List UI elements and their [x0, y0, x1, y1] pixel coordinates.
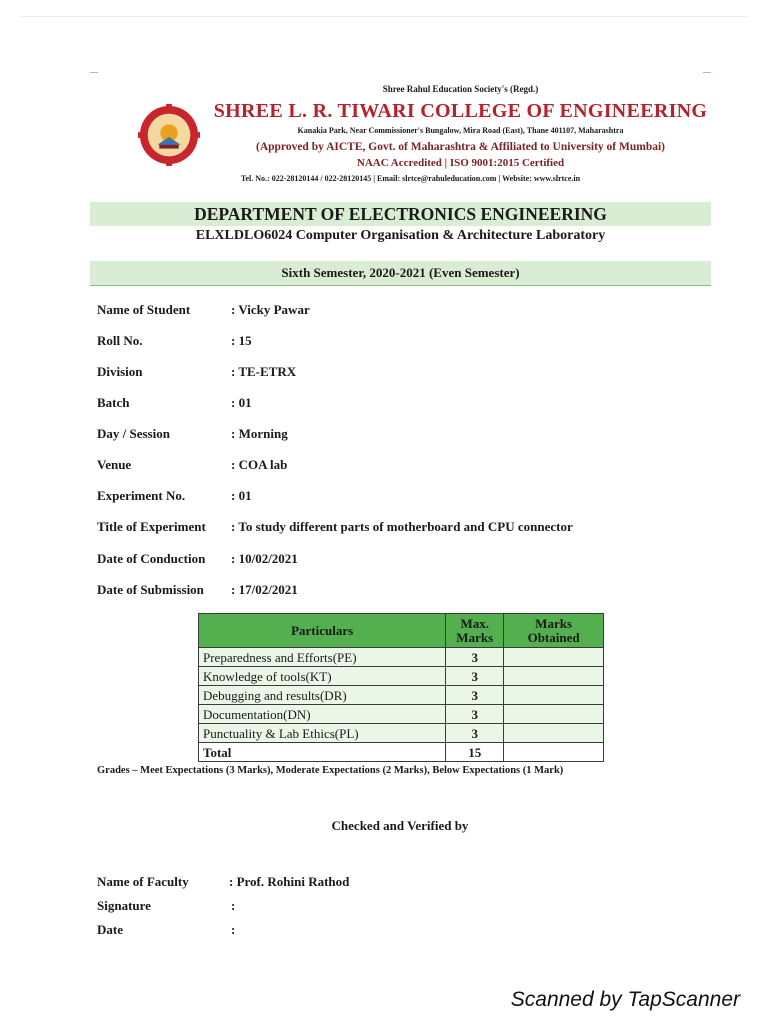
scan-top-edge — [20, 16, 748, 17]
particular-cell: Debugging and results(DR) — [199, 686, 446, 705]
total-max-marks: 15 — [446, 743, 504, 762]
field-value: : 15 — [231, 333, 252, 348]
field-value: : TE-ETRX — [231, 364, 297, 379]
field-value: : Morning — [231, 426, 288, 441]
field-value: : — [231, 922, 236, 937]
field-label: Roll No. — [97, 333, 143, 348]
field-label: Title of Experiment — [97, 519, 206, 534]
field-value: : Vicky Pawar — [231, 302, 310, 317]
header-corner-mark — [703, 72, 711, 73]
field-value: : To study different parts of motherboard and CPU connector — [231, 519, 573, 534]
marks-obtained-cell — [504, 686, 604, 705]
scanner-watermark: Scanned by TapScanner — [510, 988, 740, 1011]
contact-line: Tel. No.: 022-28120144 / 022-28120145 | Email: slrtce@rahuleducation.com | Website: www.slrtce.in — [240, 174, 581, 183]
field-value: : 01 — [231, 395, 252, 410]
field-label: Signature — [97, 898, 151, 913]
table-row — [199, 724, 604, 743]
total-row — [199, 743, 604, 762]
field-value: : 01 — [231, 488, 252, 503]
marks-obtained-cell — [504, 667, 604, 686]
marks-obtained-cell — [504, 705, 604, 724]
header-corner-mark — [90, 72, 98, 73]
course-title: ELXLDLO6024 Computer Organisation & Architecture Laboratory — [195, 228, 606, 243]
field-value: : 17/02/2021 — [231, 582, 298, 597]
college-name: SHREE L. R. TIWARI COLLEGE OF ENGINEERING — [213, 100, 708, 122]
approval-line: (Approved by AICTE, Govt. of Maharashtra & Affiliated to University of Mumbai) — [256, 141, 665, 153]
marks-table — [198, 613, 604, 762]
max-marks-cell: 3 — [446, 667, 504, 686]
header-max-marks: Max. Marks — [446, 614, 504, 648]
header-marks-obtained: Marks Obtained — [504, 614, 604, 648]
table-row — [199, 667, 604, 686]
college-address: Kanakia Park, Near Commissioner's Bungalow, Mira Road (East), Thane 401107, Maharashtra — [297, 126, 624, 135]
accreditation-line: NAAC Accredited | ISO 9001:2015 Certified — [356, 157, 565, 169]
max-marks-cell: 3 — [446, 724, 504, 743]
table-row — [199, 686, 604, 705]
marks-obtained-cell — [504, 724, 604, 743]
verification-heading: Checked and Verified by — [331, 818, 469, 833]
max-marks-cell: 3 — [446, 648, 504, 667]
field-label: Day / Session — [97, 426, 170, 441]
field-label: Name of Student — [97, 302, 191, 317]
table-row — [199, 705, 604, 724]
field-label: Date — [97, 922, 123, 937]
field-value: : 10/02/2021 — [231, 551, 298, 566]
max-marks-cell: 3 — [446, 686, 504, 705]
department-title: DEPARTMENT OF ELECTRONICS ENGINEERING — [194, 204, 607, 224]
marks-table-header — [199, 614, 604, 648]
particular-cell: Punctuality & Lab Ethics(PL) — [199, 724, 446, 743]
field-label: Date of Submission — [97, 582, 204, 597]
max-marks-cell: 3 — [446, 705, 504, 724]
field-label: Venue — [97, 457, 132, 472]
field-value: : Prof. Rohini Rathod — [229, 874, 350, 889]
total-label: Total — [199, 743, 446, 762]
particular-cell: Preparedness and Efforts(PE) — [199, 648, 446, 667]
field-label: Name of Faculty — [97, 874, 189, 889]
field-value: : — [231, 898, 236, 913]
table-row — [199, 648, 604, 667]
marks-obtained-cell — [504, 648, 604, 667]
semester-title: Sixth Semester, 2020-2021 (Even Semester) — [281, 265, 520, 280]
field-label: Date of Conduction — [97, 551, 206, 566]
field-value: : COA lab — [231, 457, 288, 472]
field-label: Experiment No. — [97, 488, 186, 503]
particular-cell: Documentation(DN) — [199, 705, 446, 724]
total-marks-obtained — [504, 743, 604, 762]
header-particulars: Particulars — [199, 614, 446, 648]
particular-cell: Knowledge of tools(KT) — [199, 667, 446, 686]
field-label: Division — [97, 364, 143, 379]
grades-note: Grades – Meet Expectations (3 Marks), Moderate Expectations (2 Marks), Below Expectations (1 Mark) — [97, 765, 564, 776]
field-label: Batch — [97, 395, 130, 410]
society-name: Shree Rahul Education Society's (Regd.) — [382, 84, 539, 94]
college-emblem-icon — [138, 104, 200, 166]
college-letterhead — [90, 68, 711, 192]
